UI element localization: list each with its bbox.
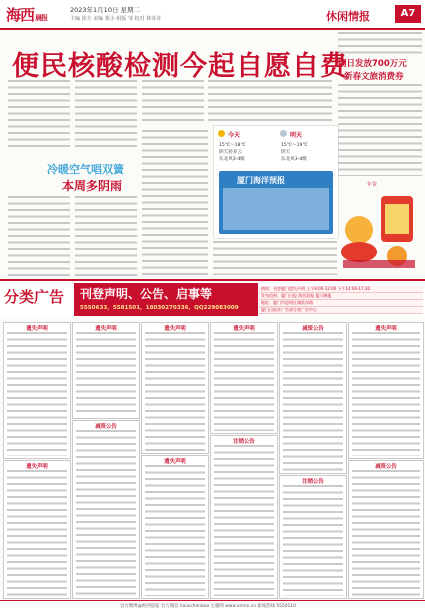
today-temp: 15℃～18℃ (219, 143, 246, 148)
footer-text: 官方微博@海西晨报 官方微信 haixichenbao 主题网 www.xmnn.cn 新闻热线 5550110 (120, 604, 296, 609)
section-divider (0, 279, 425, 281)
strip-line: 地址：厦门市思明区湖滨东路 (261, 300, 313, 305)
tomorrow-condition: 阴天 (281, 150, 291, 155)
tomorrow-temp: 15℃～19℃ (281, 143, 308, 148)
weather-article-col-2 (75, 196, 137, 276)
classified-ad: 遗失声明 (141, 322, 209, 454)
sun-icon (218, 130, 225, 137)
page-footer (0, 600, 425, 612)
weather-story-title: 冷暖空气唱双簧 (47, 163, 124, 176)
weather-today (216, 129, 274, 167)
weather-story-subtitle: 本周多阴雨 (62, 179, 123, 193)
page-number: A7 (395, 5, 421, 23)
classified-ad: 减资公告 (72, 420, 140, 599)
classified-ad: 注销公告 (210, 435, 278, 599)
weather-article-col-3 (142, 130, 208, 276)
today-wind: 东北风3-4级 (219, 157, 245, 162)
lead-article-col-4 (208, 80, 332, 122)
classified-ad: 注销公告 (279, 475, 347, 599)
right-column-title-2: 新春文旅消费券 (344, 72, 404, 82)
lead-article-col-1 (8, 80, 70, 150)
strip-line: 发布范围：厦门日报 海西晨报 厦门晚报 (261, 293, 332, 298)
right-column-title-1: 明日发放700万元 (338, 59, 407, 69)
classified-ad: 遗失声明 (210, 322, 278, 434)
classified-info-strip (259, 286, 423, 316)
weather-box-caption (213, 241, 337, 275)
weather-article-col-1 (8, 196, 70, 276)
editor-credits: 主编 徐方 美编 郑小 组版 邹 校对 林菲菲 (70, 16, 162, 22)
today-label: 今天 (228, 132, 241, 139)
classified-ad: 减资公告 (279, 322, 347, 474)
newspaper-logo: 海西晨报 (6, 6, 48, 24)
classified-ad: 遗失声明 (3, 460, 71, 599)
strip-line: 热线：刊登厦门遗失声明 上午9:00-12:00 下午14:00-17:30 (261, 286, 370, 291)
right-column-top-text (338, 32, 422, 54)
issue-date: 2023年1月10日 星期二 (70, 6, 141, 14)
tomorrow-wind: 东北风3-4级 (281, 157, 307, 162)
main-headline: 便民核酸检测今起自愿自费 (12, 51, 348, 82)
tomorrow-label: 明天 (290, 132, 303, 139)
section-name: 休闲情报 (326, 10, 370, 23)
classified-ad: 遗失声明 (72, 322, 140, 419)
ocean-forecast-card (219, 171, 333, 234)
right-column-article (338, 84, 422, 176)
classified-ad: 遗失声明 (3, 322, 71, 459)
ocean-forecast-title: 厦门海洋预报 (237, 176, 285, 185)
classified-banner (74, 283, 258, 316)
lead-article-col-3 (142, 80, 204, 122)
today-condition: 阴天转多云 (219, 150, 242, 155)
classified-banner-title: 刊登声明、公告、启事等 (80, 287, 213, 301)
masthead (0, 0, 425, 30)
lead-article-col-2 (75, 80, 137, 150)
classified-ad: 遗失声明 (141, 455, 209, 599)
classified-title: 分类广告 (4, 288, 65, 306)
weather-forecast-box (213, 125, 339, 239)
classified-banner-phone: 5550633，5581501，18030270336，QQ229083009 (80, 305, 239, 311)
classified-ad: 遗失声明 (348, 322, 424, 459)
strip-line: 厦门日报社广告部分类广告中心 (261, 307, 317, 312)
nian-huo-illustration (337, 190, 421, 274)
cloud-icon (280, 130, 287, 137)
ocean-forecast-table (223, 188, 329, 230)
classified-ad: 减资公告 (348, 460, 424, 599)
right-column-byline: 年货 (367, 182, 378, 188)
weather-tomorrow (278, 129, 336, 167)
